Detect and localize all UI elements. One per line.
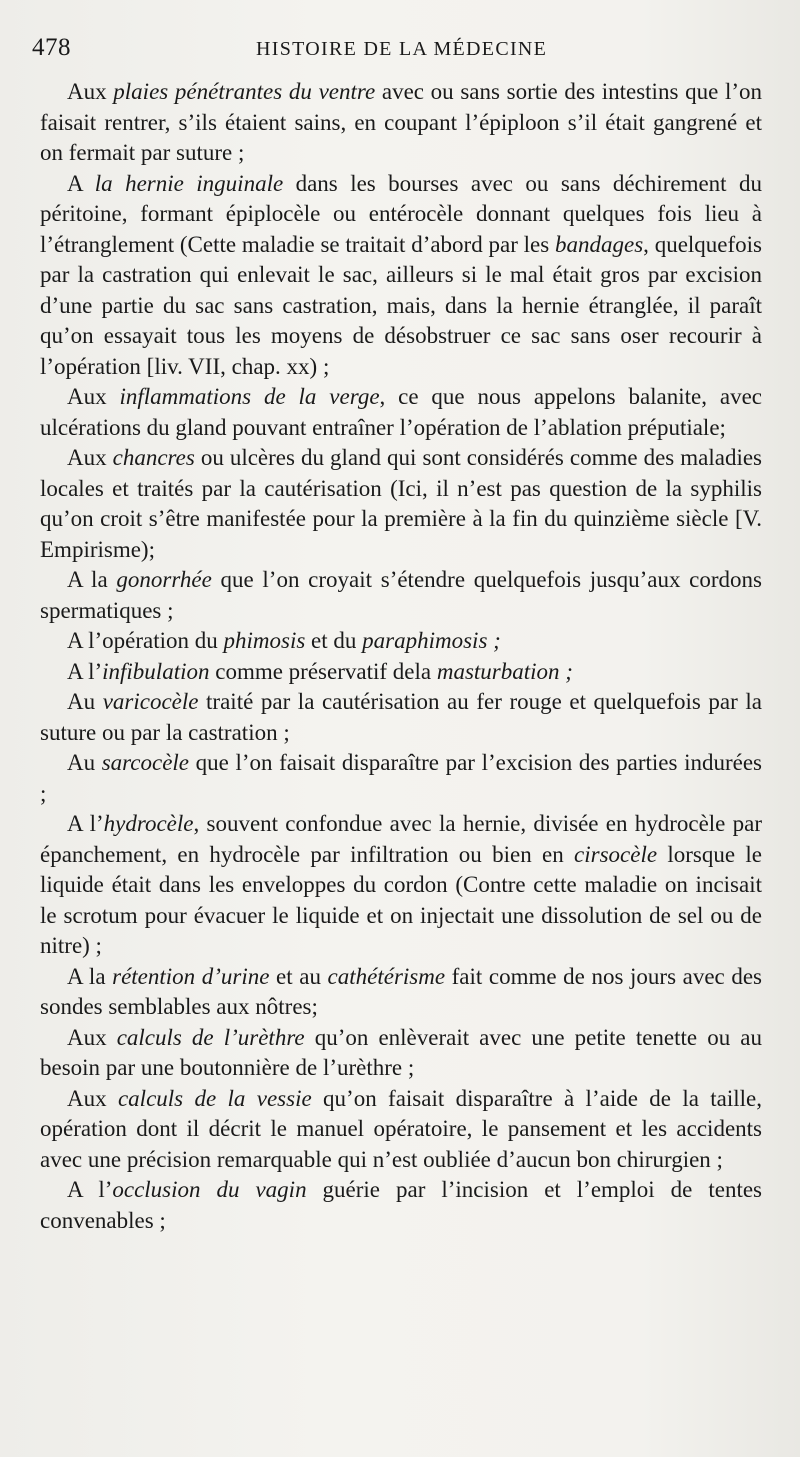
page-number: 478 xyxy=(32,34,71,61)
paragraph: A l’hydrocèle, souvent confondue avec la hernie, divisée en hydrocèle par épanchement, en hydrocèle par infiltration ou bien en cirsocèle lorsque le liquide était dans les enveloppes du cordon (Contre cette maladie on incisait le scrotum pour évacuer le liquide et on injectait une dissolution de sel ou de nitre) ; xyxy=(40,811,763,958)
body-text xyxy=(40,77,762,1236)
paragraph: Aux chancres ou ulcères du gland qui sont considérés comme des maladies locales et traités par la cautérisation (Ici, il n’est pas question de la syphilis qu’on croit s’être manifestée pour la première à la fin du quinzième siècle [V. Empirisme); xyxy=(40,445,762,562)
paragraph: Aux plaies pénétrantes du ventre avec ou sans sortie des intestins que l’on faisait rentrer, s’ils étaient sains, en coupant l’épiploon s’il était gangrené et on fermait par suture ; xyxy=(40,79,763,165)
paragraph: Aux calculs de l’urèthre qu’on enlèverait avec une petite tenette ou au besoin par une boutonnière de l’urèthre ; xyxy=(40,1024,762,1080)
paragraph: A l’occlusion du vagin guérie par l’incision et l’emploi de tentes convenables ; xyxy=(40,1177,762,1233)
page-header xyxy=(32,34,760,74)
paragraph: A l’infibulation comme préservatif dela masturbation ; xyxy=(67,658,573,684)
running-title: HISTOIRE DE LA MÉDECINE xyxy=(256,38,548,60)
paragraph: Au varicocèle traité par la cautérisation au fer rouge et quelquefois par la suture ou par la castration ; xyxy=(40,689,762,745)
paragraph: Aux inflammations de la verge, ce que nous appelons balanite, avec ulcérations du gland pouvant entraîner l’opération de l’ablation préputiale; xyxy=(40,384,762,440)
paragraph: A la rétention d’urine et au cathétérisme fait comme de nos jours avec des sondes semblables aux nôtres; xyxy=(40,963,762,1019)
paragraph: Au sarcocèle que l’on faisait disparaître par l’excision des parties indurées ; xyxy=(40,750,762,806)
paragraph: A la hernie inguinale dans les bourses avec ou sans déchirement du péritoine, formant épiplocèle ou entérocèle donnant quelques fois lieu à l’étranglement (Cette maladie se traitait d’abord par les bandages, quelquefois par la castration qui enlevait le sac, ailleurs si le mal était gros par excision d’une partie du sac sans castration, mais, dans la hernie étranglée, il paraît qu’on essayait tous les moyens de désobstruer ce sac sans oser recourir à l’opération [liv. VII, chap. xx) ; xyxy=(40,170,762,379)
paragraph: A la gonorrhée que l’on croyait s’étendre quelquefois jusqu’aux cordons spermatiques ; xyxy=(40,567,762,623)
paragraph: Aux calculs de la vessie qu’on faisait disparaître à l’aide de la taille, opération dont il décrit le manuel opératoire, le pansement et les accidents avec une précision remarquable qui n’est oubliée d’aucun bon chirurgien ; xyxy=(40,1085,762,1172)
paragraph: A l’opération du phimosis et du paraphimosis ; xyxy=(67,628,501,653)
